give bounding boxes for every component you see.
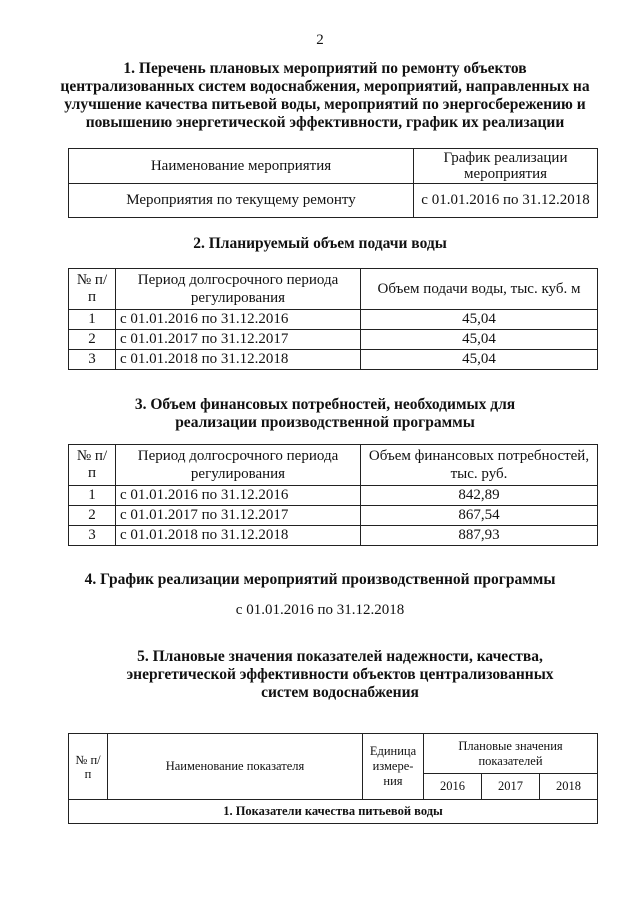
row-num: 1 xyxy=(69,310,116,330)
measure-name-cell: Мероприятия по текущему ремонту xyxy=(69,184,414,218)
col-header-period: Период долгосрочного периода регулирования xyxy=(116,269,361,310)
row-value: 45,04 xyxy=(361,330,598,350)
col-header-num: № п/п xyxy=(69,734,108,800)
col-header-num: № п/п xyxy=(69,445,116,486)
row-period: с 01.01.2016 по 31.12.2016 xyxy=(116,310,361,330)
row-num: 1 xyxy=(69,486,116,506)
row-period: с 01.01.2016 по 31.12.2016 xyxy=(116,486,361,506)
section1-table xyxy=(68,148,598,218)
section1-title-line: повышению энергетической эффективности, график их реализации xyxy=(85,114,565,131)
section2-title: 2. Планируемый объем подачи воды xyxy=(193,235,447,252)
section5-title-line: систем водоснабжения xyxy=(261,684,419,701)
table-row xyxy=(69,506,598,526)
year-2017-header: 2017 xyxy=(482,774,540,800)
page-number: 2 xyxy=(316,32,324,48)
section3-title xyxy=(60,396,590,432)
section1-title-line: 1. Перечень плановых мероприятий по ремонту объектов xyxy=(123,60,527,77)
table-row xyxy=(69,350,598,370)
row-num: 3 xyxy=(69,526,116,546)
section2-table xyxy=(68,268,598,370)
measure-schedule-cell: с 01.01.2016 по 31.12.2018 xyxy=(414,184,598,218)
section3-title-line: реализации производственной программы xyxy=(175,414,475,431)
table-row xyxy=(69,310,598,330)
col-header-unit: Единица измере-ния xyxy=(363,734,424,800)
row-num: 2 xyxy=(69,330,116,350)
col-header-period: Период долгосрочного периода регулирования xyxy=(116,445,361,486)
row-value: 887,93 xyxy=(361,526,598,546)
subheading-water-quality: 1. Показатели качества питьевой воды xyxy=(69,800,598,824)
section5-title-line: 5. Плановые значения показателей надежности, качества, xyxy=(137,648,543,665)
table-row xyxy=(69,486,598,506)
year-2016-header: 2016 xyxy=(424,774,482,800)
row-period: с 01.01.2017 по 31.12.2017 xyxy=(116,506,361,526)
col-header-schedule: График реализации мероприятия xyxy=(414,149,598,184)
row-period: с 01.01.2017 по 31.12.2017 xyxy=(116,330,361,350)
section3-table xyxy=(68,444,598,546)
table-row xyxy=(69,526,598,546)
col-header-planned-values: Плановые значения показателей xyxy=(424,734,598,774)
section1-title xyxy=(60,60,590,132)
section5-table xyxy=(68,733,598,824)
table-row xyxy=(69,330,598,350)
row-num: 2 xyxy=(69,506,116,526)
col-header-financial-needs: Объем финансовых потребностей, тыс. руб. xyxy=(361,445,598,486)
section4-title: 4. График реализации мероприятий производственной программы xyxy=(84,571,556,588)
section4-schedule: с 01.01.2016 по 31.12.2018 xyxy=(235,602,405,618)
section1-title-line: улучшение качества питьевой воды, мероприятий по энергосбережению и xyxy=(64,96,586,113)
section3-title-line: 3. Объем финансовых потребностей, необходимых для xyxy=(134,396,516,413)
section5-title xyxy=(90,648,590,702)
section1-title-line: централизованных систем водоснабжения, мероприятий, направленных на xyxy=(60,78,590,95)
col-header-num: № п/п xyxy=(69,269,116,310)
row-num: 3 xyxy=(69,350,116,370)
col-header-indicator-name: Наименование показателя xyxy=(108,734,363,800)
row-value: 45,04 xyxy=(361,350,598,370)
year-2018-header: 2018 xyxy=(540,774,598,800)
table-row xyxy=(69,184,598,218)
col-header-water-volume: Объем подачи воды, тыс. куб. м xyxy=(361,269,598,310)
section5-title-line: энергетической эффективности объектов централизованных xyxy=(126,666,554,683)
row-period: с 01.01.2018 по 31.12.2018 xyxy=(116,526,361,546)
row-value: 867,54 xyxy=(361,506,598,526)
row-value: 45,04 xyxy=(361,310,598,330)
row-period: с 01.01.2018 по 31.12.2018 xyxy=(116,350,361,370)
row-value: 842,89 xyxy=(361,486,598,506)
col-header-measure-name: Наименование мероприятия xyxy=(69,149,414,184)
